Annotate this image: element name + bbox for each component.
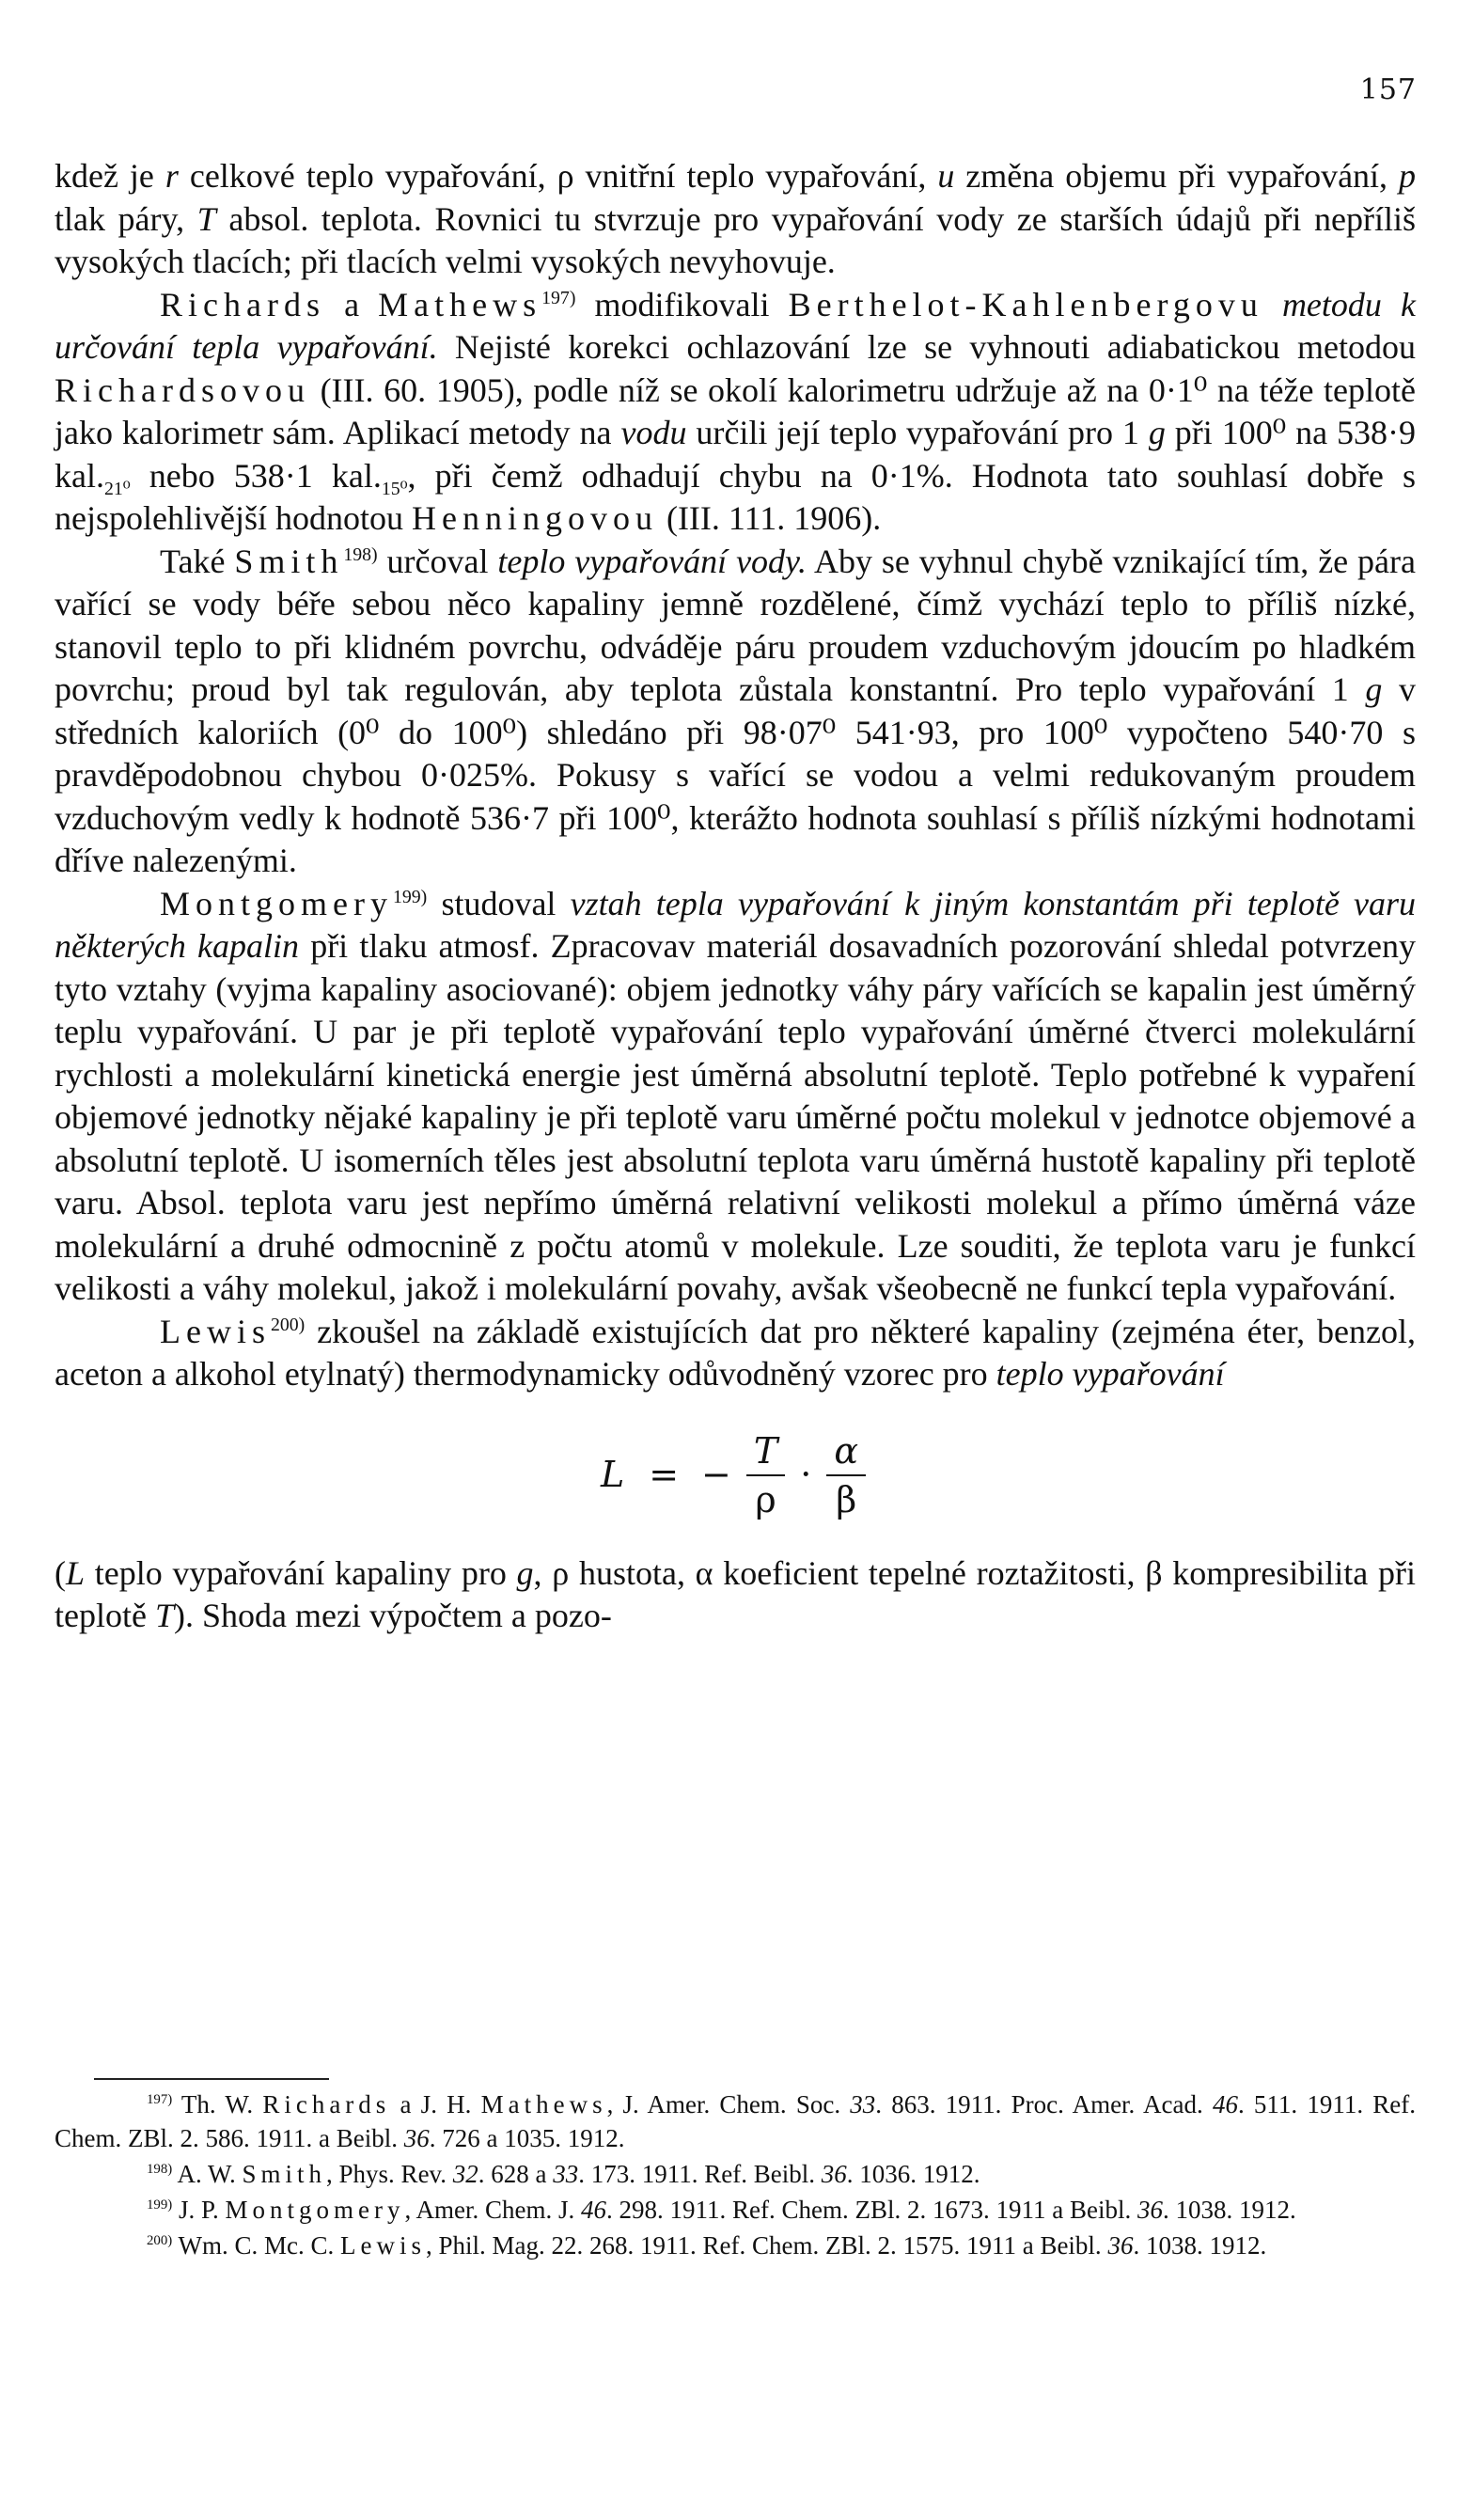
text-run: Th. W. [172,2090,263,2118]
formula-fraction-2 [826,1427,866,1523]
footnote [55,2087,1416,2155]
italic-text: 36 [403,2124,430,2152]
paragraph [55,883,1416,1311]
footnote-ref: 199) [392,886,428,907]
formula-fraction-1-numerator: T [746,1427,785,1476]
text-run: kdež je [55,157,165,195]
text-run: ( [55,1553,66,1592]
paragraph [55,1311,1416,1396]
paragraph [55,541,1416,883]
text-run: . 726 a 1035. 1912. [429,2124,625,2152]
page-number: 157 [1359,73,1417,106]
text-run: modifikovali [575,285,789,323]
text-run: určili její teplo vypařování pro 1 [686,414,1149,451]
italic-text: vztah tepla vypařování k jiným konstantám při teplotě varu některých kapalin [55,884,1416,965]
text-run: tlak páry, [55,199,197,238]
italic-text: vodu [620,414,687,451]
paragraph [55,284,1416,541]
italic-text: metodu k určování tepla vypařování. [55,285,1416,366]
text-run: . 1036. 1912. [846,2160,980,2188]
text-run: (III. 111. 1906). [657,499,882,537]
italic-text: T [154,1597,174,1634]
text-run: , při čemž odhadují chybu na 0·1%. Hodnota tato souhlasí dobře s nejspolehlivější hodnotou [55,456,1416,537]
author-name: Montgomery [225,2196,405,2224]
text-run: teplo vypařování kapaliny pro [85,1553,517,1592]
text-run: a J. H. [390,2090,481,2118]
text-run: A. W. [172,2160,243,2188]
text-run: J. P. [172,2196,226,2224]
author-name: Richardsovou [55,370,310,409]
formula-fraction-2-denominator: β [836,1478,857,1520]
italic-text: 33 [850,2090,876,2118]
paragraphs [55,155,1416,1396]
formula-minus: − [701,1453,731,1495]
text-run: celkové teplo vypařování, ρ vnitřní teplo vypařování, [178,157,938,195]
italic-text: p [1399,157,1417,195]
author-name: Smith [242,2160,327,2188]
formula-fraction-1-denominator: ρ [755,1478,776,1520]
footnote-ref: 198) [147,2162,173,2177]
author-name: Richards [262,2090,391,2118]
text-run: Také [160,542,235,580]
author-name: Lewis [160,1312,271,1350]
text-run: Aby se vyhnul chybě vznikající tím, že pára vařící se vody béře sebou něco kapaliny jemně rozdělené, čímž vychází teplo to příliš nízké, stanovil teplo to při klidném povrchu, odváděje páru proudem vzduchovým jdoucím po hladkém povrchu; proud byl tak regulován, aby teplota zůstala konstantní. Pro teplo vypařování 1 [55,542,1416,708]
text-run: . 298. 1911. Ref. Chem. ZBl. 2. 1673. 1911 a Beibl. [606,2196,1137,2224]
text-run: , J. Amer. Chem. Soc. [606,2090,851,2118]
italic-text: g [516,1553,534,1592]
footnote [55,2157,1416,2191]
formula-fraction-2-numerator: α [826,1427,866,1476]
footnote-ref: 197) [541,287,576,308]
italic-text: teplo vypařování vody. [497,542,807,580]
text-run: změna objemu při vypařování, [954,157,1400,195]
text-run [1263,286,1282,323]
italic-text: g [1365,670,1383,708]
paragraph-after-formula [55,1552,1416,1638]
author-name: Mathews [480,2090,607,2118]
text-run: zkoušel na základě existujících dat pro některé kapaliny (zejména éter, benzol, aceton a alkohol etylnatý) thermodynamicky odůvodněný vzorec pro [55,1312,1416,1393]
italic-text: 36 [1107,2231,1134,2260]
text-run: určoval [377,542,498,580]
text-run: při 100⁰ na 538·9 kal. [55,414,1417,495]
italic-text: T [196,199,216,238]
text-run: , Amer. Chem. J. [404,2196,581,2224]
text-run: absol. teplota. Rovnici tu stvrzuje pro vypařování vody ze starších údajů při nepříliš vysokých tlacích; při tlacích velmi vysokých nevyhovuje. [55,199,1416,280]
text-run: studoval [427,884,571,922]
italic-text: 46 [1212,2090,1238,2118]
main-text [55,155,1416,1638]
footnote [55,2229,1416,2262]
footnote-ref: 199) [147,2197,173,2213]
text-run: . 1038. 1912. [1162,2196,1296,2224]
text-run: , ρ hustota, α koeficient tepelné roztažitosti, β kompresibilita při teplotě [55,1553,1416,1634]
italic-text: 32 [452,2160,478,2188]
text-run: , Phys. Rev. [326,2160,453,2188]
formula-equals: = [649,1453,680,1495]
text-run: . 863. 1911. Proc. Amer. Acad. [875,2090,1213,2118]
text-run: nebo 538·1 kal. [130,456,382,495]
formula [55,1419,1416,1532]
text-run: . 1038. 1912. [1133,2231,1267,2260]
formula-lhs: L [600,1453,625,1495]
footnote-divider [94,2078,329,2080]
text-run: při tlaku atmosf. Zpracovav materiál dosavadních pozorování shledal potvrzeny tyto vztahy (vyjma kapaliny asociované): objem jednotky váhy páry vařících se kapalin jest úměrný teplu vypařování. U par je při teplotě vypařování teplo vypařování úměrné čtverci molekulární rychlosti a molekulární kinetická energie jest úměrná absolutní teplotě. Teplo potřebné k vypaření objemové jednotky nějaké kapaliny je při teplotě varu úměrné počtu molekul v jednotce objemové a absolutní teplotě. U isomerních těles jest absolutní teplota varu úměrná hustotě kapaliny při teplotě varu. Absol. teplota varu jest nepřímo úměrná relativní velikosti molekul a přímo úměrná váze molekulární a druhé odmocnině z počtu atomů v molekule. Lze souditi, že teplota varu je funkcí velikosti a váhy molekul, jakož i molekulární povahy, avšak všeobecně ne funkcí tepla vypařování. [55,927,1416,1307]
text-run: ). Shoda mezi výpočtem a pozo- [174,1597,612,1634]
footnote-ref: 200) [147,2233,173,2248]
italic-text: 36 [821,2160,847,2188]
italic-text: u [937,157,955,195]
italic-text: 46 [581,2196,606,2224]
italic-text: 36 [1137,2196,1163,2224]
italic-text: L [66,1553,86,1592]
subscript: 15⁰ [381,478,408,499]
author-name: Berthelot-Kahlenbergovu [788,285,1263,323]
text-run: (III. 60. 1905), podle níž se okolí kalorimetru udržuje až na 0·1⁰ na téže teplotě jako kalorimetr sám. Aplikací metody na [55,370,1416,451]
footnote-ref: 197) [147,2092,173,2107]
text-run: . 628 a [478,2160,554,2188]
author-name: Richards [160,285,325,323]
italic-text: g [1148,414,1166,451]
author-name: Smith [234,542,344,580]
text-run: Wm. C. Mc. C. [172,2231,340,2260]
paragraph [55,155,1416,284]
subscript: 21⁰ [103,478,131,499]
text-run: a [324,285,379,323]
author-name: Montgomery [160,884,393,922]
text-run: . 173. 1911. Ref. Beibl. [578,2160,822,2188]
footnote-ref: 200) [270,1314,306,1335]
text-run: , Phil. Mag. 22. 268. 1911. Ref. Chem. ZBl. 2. 1575. 1911 a Beibl. [425,2231,1108,2260]
text-run: v středních kaloriích (0⁰ do 100⁰) shledáno při 98·07⁰ 541·93, pro 100⁰ vypočteno 540·70 s pravděpodobnou chybou 0·025%. Pokusy s vařící se vodou a velmi redukovaným proudem vzduchovým vedly k hodnotě 536·7 při 100⁰, kterážto hodnota souhlasí s příliš nízkými hodnotami dříve nalezenými. [55,670,1416,879]
formula-fraction-1 [746,1427,785,1523]
text-run: Nejisté korekci ochlazování lze se vyhnouti adiabatickou metodou [437,328,1416,366]
italic-text: 33 [553,2160,579,2188]
italic-text: r [165,157,179,195]
author-name: Henningovou [411,499,658,537]
author-name: Mathews [378,285,542,323]
text-run: . 511. 1911. Ref. Chem. ZBl. 2. 586. 1911. a Beibl. [55,2090,1417,2152]
author-name: Lewis [339,2231,426,2260]
italic-text: teplo vypařování [996,1355,1225,1393]
footnote [55,2193,1416,2227]
footnote-ref: 198) [343,543,378,565]
formula-dot: · [800,1453,812,1495]
footnotes [55,2087,1416,2264]
